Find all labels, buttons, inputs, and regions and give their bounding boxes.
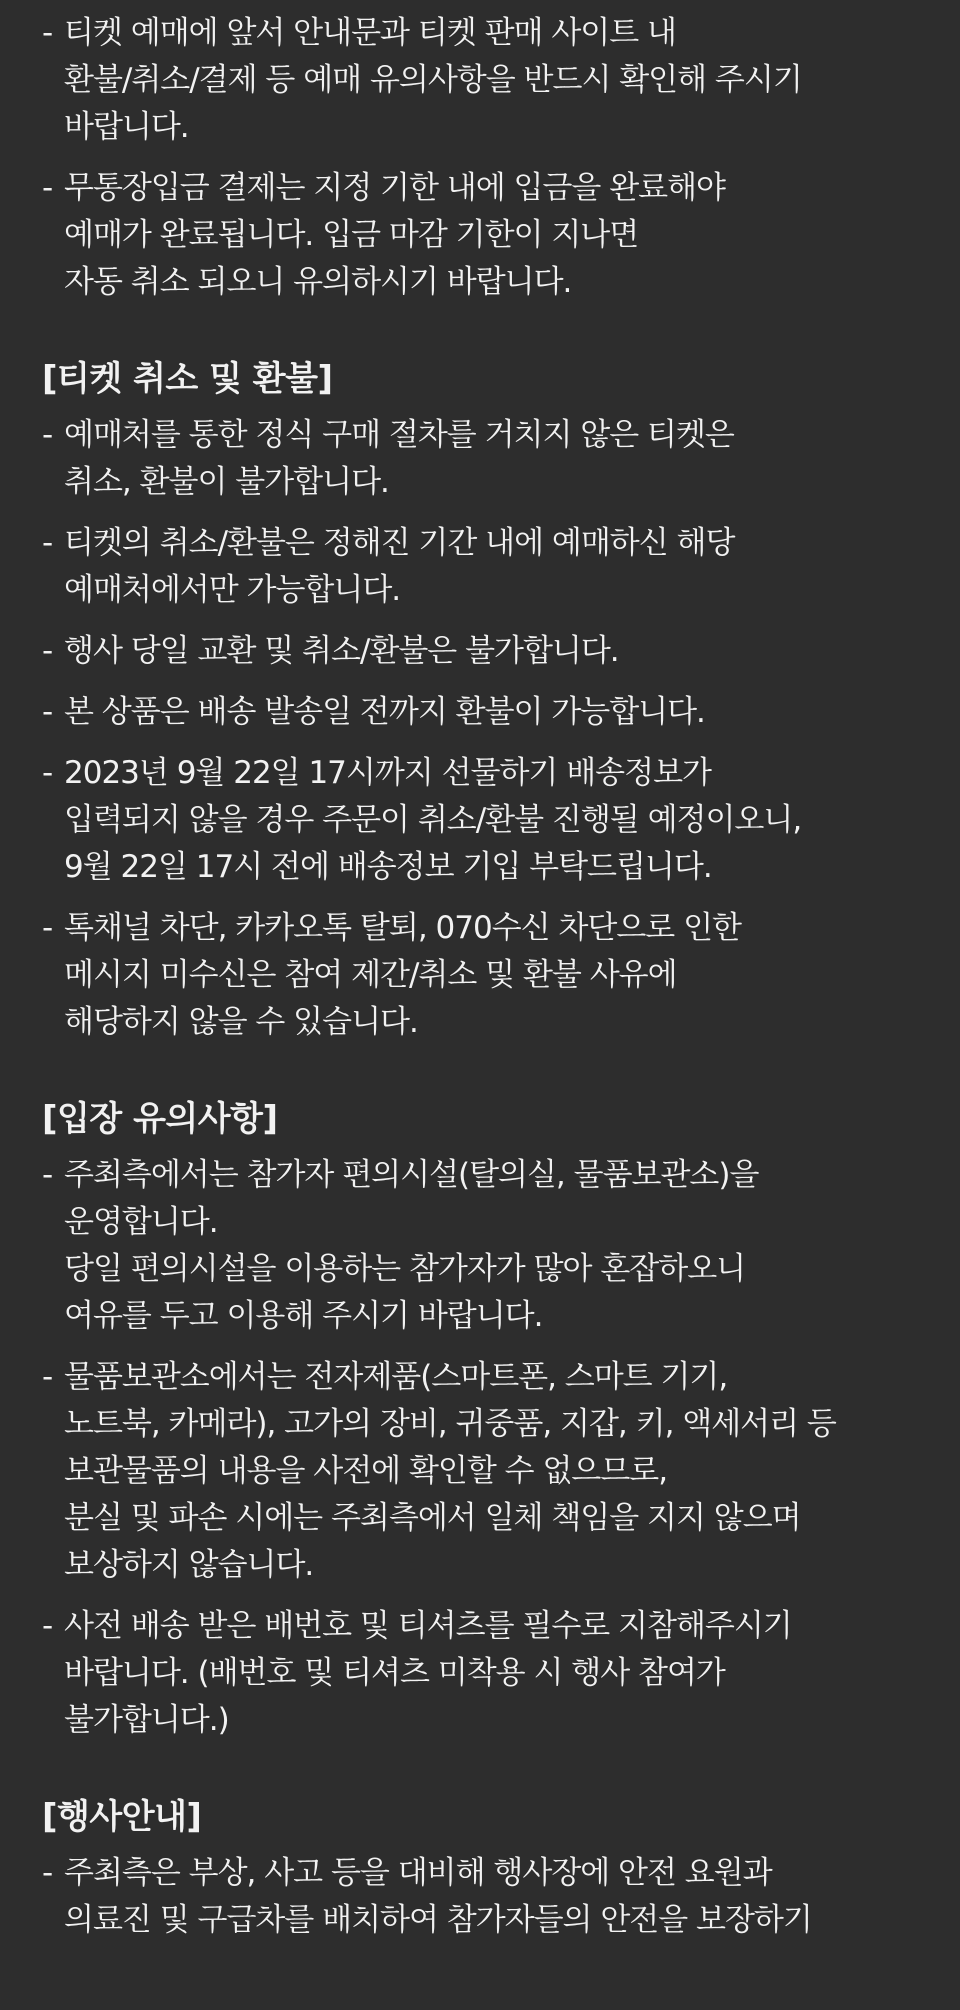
- bullet-dash: -: [42, 525, 54, 561]
- section-spacer: [42, 1060, 920, 1096]
- notice-text-line: 입력되지 않을 경우 주문이 취소/환불 진행될 예정이오니,: [64, 802, 802, 838]
- notice-text-line: 예매가 완료됩니다. 입금 마감 기한이 지나면: [64, 217, 639, 253]
- notice-text-line: 운영합니다.: [64, 1204, 218, 1240]
- notice-text-line: 여유를 두고 이용해 주시기 바랍니다.: [64, 1298, 543, 1334]
- notice-text-line: 바랍니다. (배번호 및 티셔츠 미착용 시 행사 참여가: [64, 1655, 725, 1691]
- section-spacer: [42, 320, 920, 356]
- notice-section: [42, 10, 920, 306]
- bullet-dash: -: [42, 1608, 54, 1644]
- notice-text-line: 메시지 미수신은 참여 제간/취소 및 환불 사유에: [64, 957, 677, 993]
- notice-text-line: 보상하지 않습니다.: [64, 1547, 314, 1583]
- section-heading: [입장 유의사항]: [42, 1099, 278, 1139]
- notice-item: [42, 628, 920, 675]
- notice-text-line: 사전 배송 받은 배번호 및 티셔츠를 필수로 지참해주시기: [64, 1608, 792, 1644]
- notice-text-line: 취소, 환불이 불가합니다.: [64, 464, 389, 500]
- notice-text-line: 무통장입금 결제는 지정 기한 내에 입금을 완료해야: [64, 170, 725, 206]
- section-heading: [행사안내]: [42, 1797, 202, 1837]
- notice-section: [42, 356, 920, 1046]
- notice-text-line: 의료진 및 구급차를 배치하여 참가자들의 안전을 보장하기: [64, 1902, 812, 1938]
- notice-content: [42, 10, 920, 1944]
- notice-text-line: 티켓 예매에 앞서 안내문과 티켓 판매 사이트 내: [64, 15, 676, 51]
- notice-text-line: 환불/취소/결제 등 예매 유의사항을 반드시 확인해 주시기: [64, 62, 802, 98]
- notice-item: [42, 750, 920, 891]
- notice-text-line: 주최측에서는 참가자 편의시설(탈의실, 물품보관소)을: [64, 1157, 759, 1193]
- notice-item: [42, 689, 920, 736]
- notice-text-line: 바랍니다.: [64, 109, 189, 145]
- notice-text-line: 9월 22일 17시 전에 배송정보 기입 부탁드립니다.: [64, 849, 712, 885]
- notice-text-line: 주최측은 부상, 사고 등을 대비해 행사장에 안전 요원과: [64, 1855, 772, 1891]
- bullet-dash: -: [42, 1855, 54, 1891]
- notice-text-line: 물품보관소에서는 전자제품(스마트폰, 스마트 기기,: [64, 1359, 728, 1395]
- bullet-dash: -: [42, 910, 54, 946]
- notice-text-line: 예매처를 통한 정식 구매 절차를 거치지 않은 티켓은: [64, 417, 734, 453]
- bullet-dash: -: [42, 1157, 54, 1193]
- notice-item: [42, 412, 920, 506]
- notice-section: [42, 1096, 920, 1744]
- notice-text-line: 행사 당일 교환 및 취소/환불은 불가합니다.: [64, 633, 619, 669]
- notice-item: [42, 1850, 920, 1944]
- notice-text-line: 2023년 9월 22일 17시까지 선물하기 배송정보가: [64, 755, 711, 791]
- section-heading: [티켓 취소 및 환불]: [42, 359, 333, 399]
- notice-text-line: 분실 및 파손 시에는 주최측에서 일체 책임을 지지 않으며: [64, 1500, 801, 1536]
- bullet-dash: -: [42, 417, 54, 453]
- bullet-dash: -: [42, 694, 54, 730]
- notice-text-line: 자동 취소 되오니 유의하시기 바랍니다.: [64, 264, 572, 300]
- notice-text-line: 노트북, 카메라), 고가의 장비, 귀중품, 지갑, 키, 액세서리 등: [64, 1406, 836, 1442]
- bullet-dash: -: [42, 15, 54, 51]
- bullet-dash: -: [42, 170, 54, 206]
- notice-text-line: 해당하지 않을 수 있습니다.: [64, 1004, 418, 1040]
- notice-text-line: 불가합니다.): [64, 1702, 229, 1738]
- notice-item: [42, 520, 920, 614]
- notice-section: [42, 1794, 920, 1944]
- notice-item: [42, 1354, 920, 1589]
- notice-text-line: 본 상품은 배송 발송일 전까지 환불이 가능합니다.: [64, 694, 705, 730]
- notice-text-line: 톡채널 차단, 카카오톡 탈퇴, 070수신 차단으로 인한: [64, 910, 741, 946]
- notice-text-line: 당일 편의시설을 이용하는 참가자가 많아 혼잡하오니: [64, 1251, 746, 1287]
- bullet-dash: -: [42, 633, 54, 669]
- notice-item: [42, 165, 920, 306]
- notice-text-line: 보관물품의 내용을 사전에 확인할 수 없으므로,: [64, 1453, 668, 1489]
- section-spacer: [42, 1758, 920, 1794]
- notice-item: [42, 1603, 920, 1744]
- bullet-dash: -: [42, 755, 54, 791]
- notice-item: [42, 1152, 920, 1340]
- notice-text-line: 티켓의 취소/환불은 정해진 기간 내에 예매하신 해당: [64, 525, 735, 561]
- notice-item: [42, 905, 920, 1046]
- notice-item: [42, 10, 920, 151]
- bullet-dash: -: [42, 1359, 54, 1395]
- notice-text-line: 예매처에서만 가능합니다.: [64, 572, 401, 608]
